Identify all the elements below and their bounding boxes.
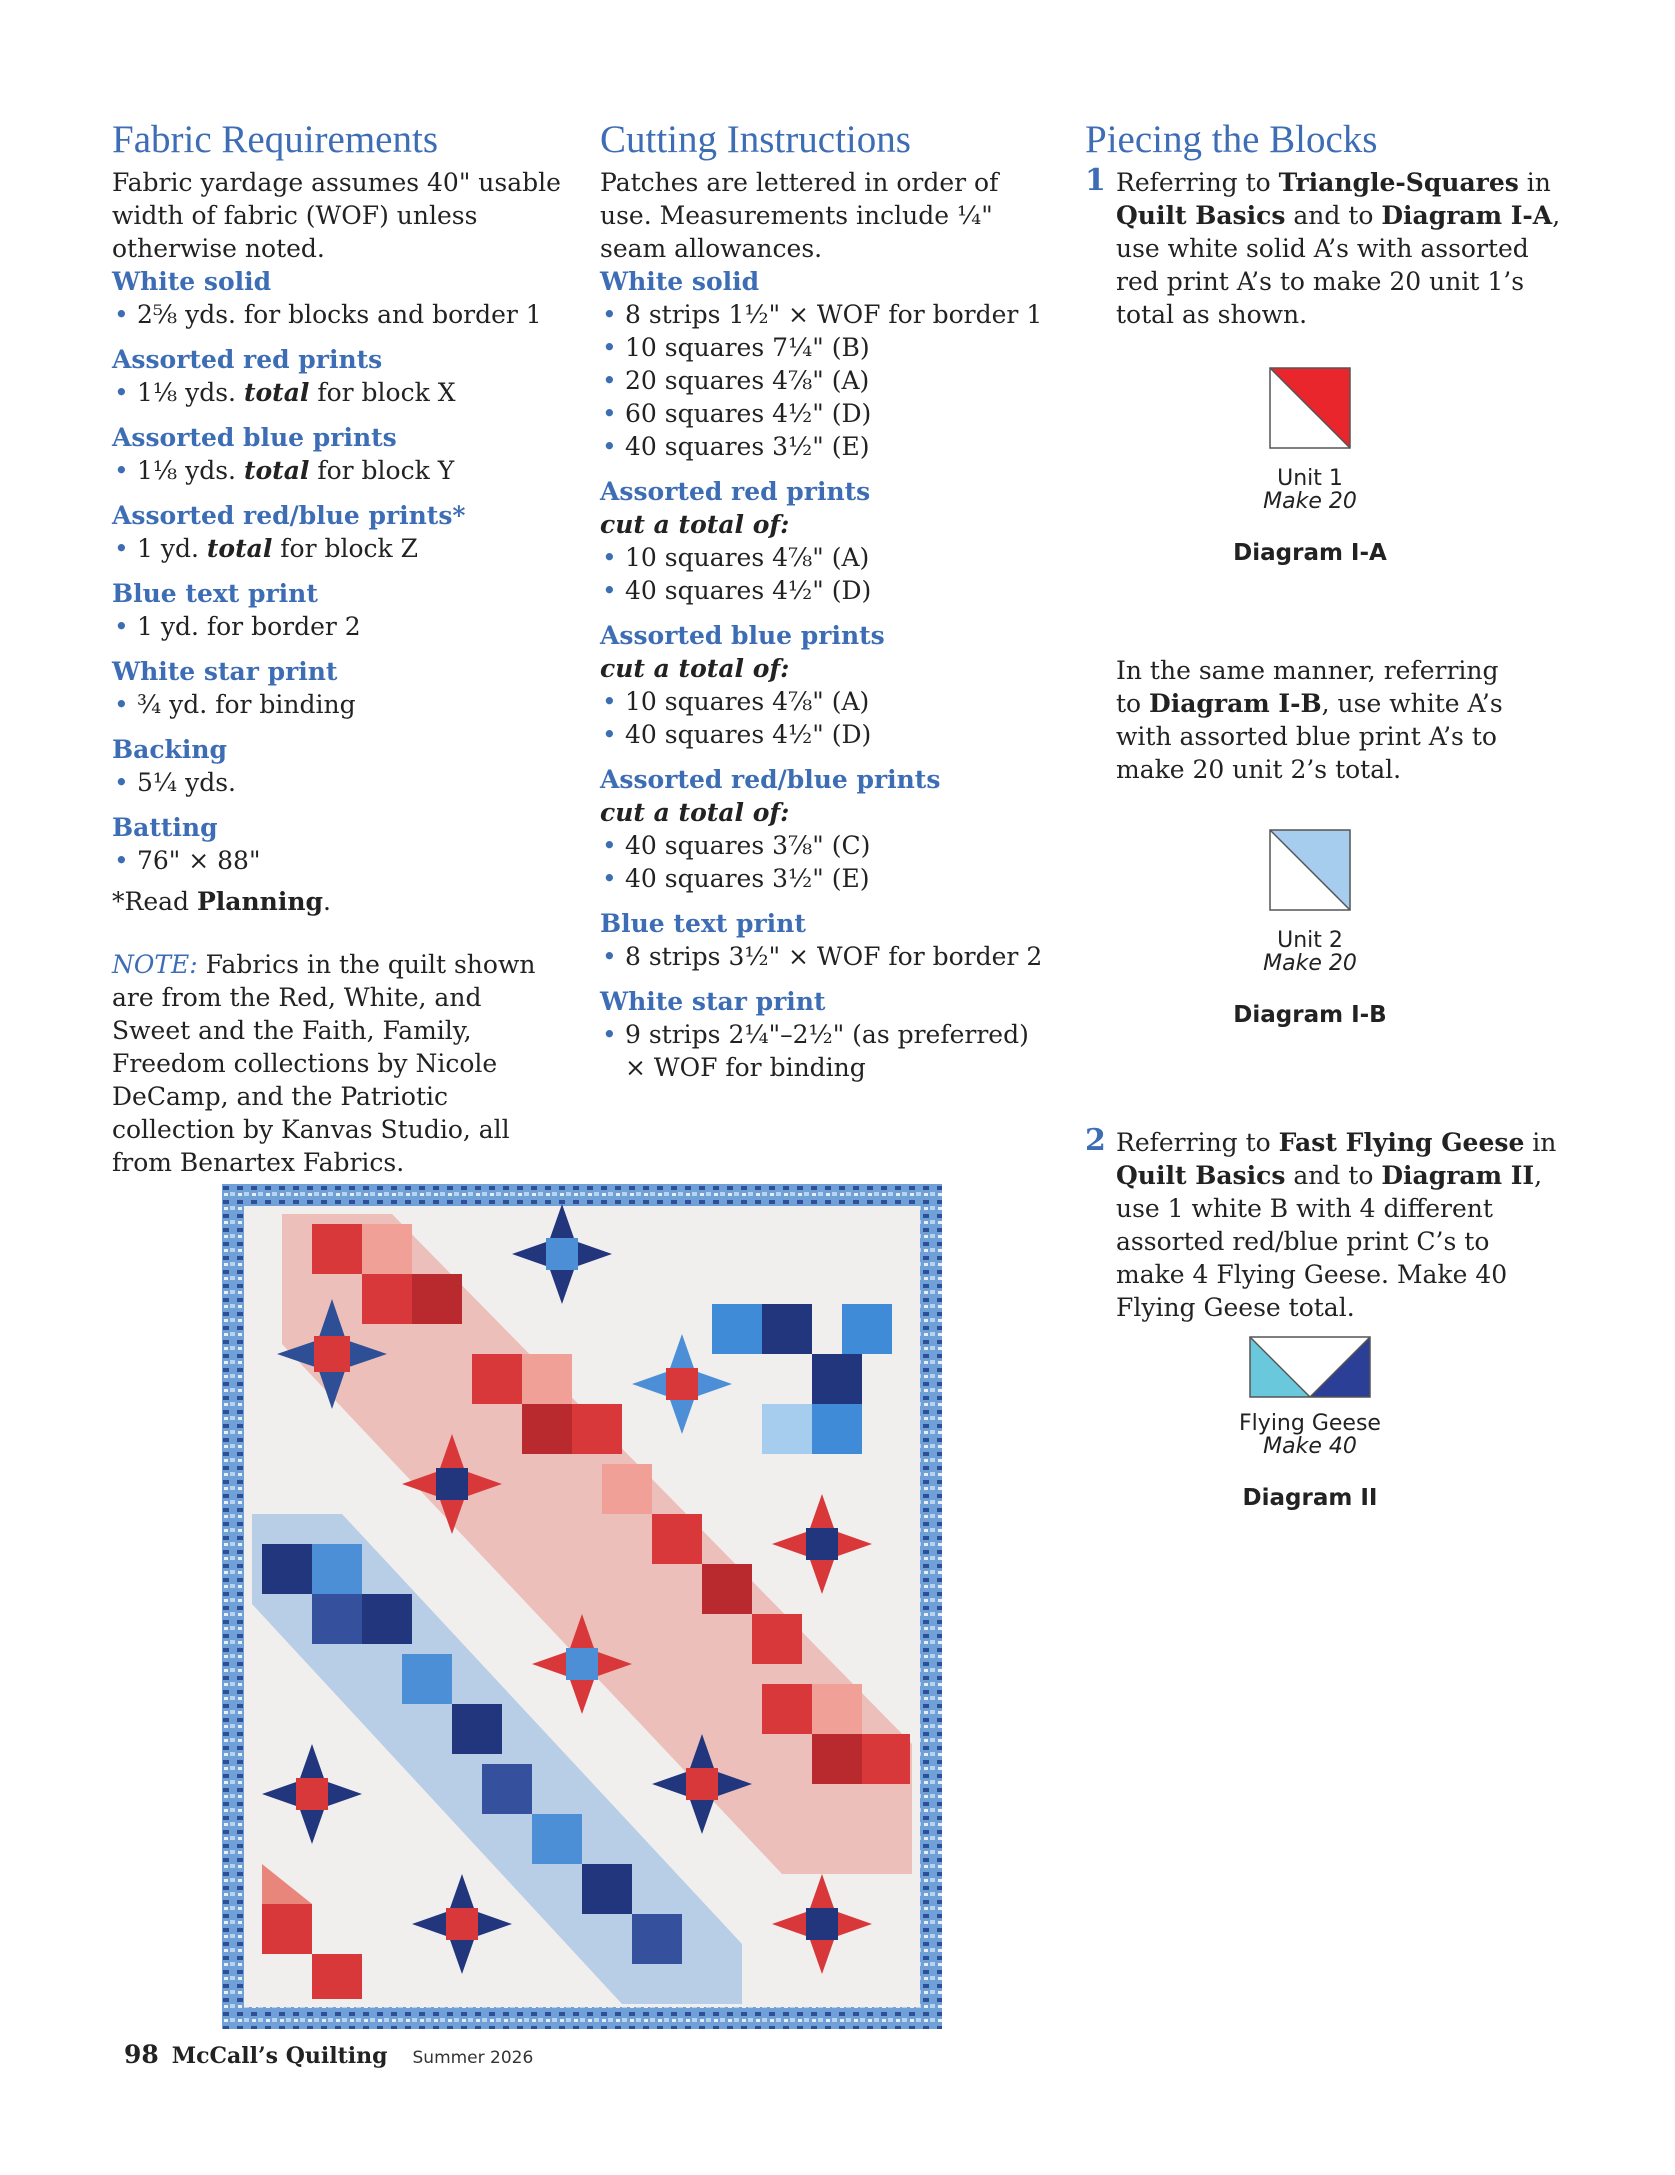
quilt-photo <box>222 1184 942 2029</box>
fabric-item: • 76" × 88" <box>112 844 567 877</box>
diagram-ii <box>1190 1335 1430 1511</box>
fabric-footnote: *Read Planning. <box>112 887 331 916</box>
fabric-group-name: White solid <box>112 267 272 296</box>
cutting-group <box>600 763 1050 895</box>
cutting-group-name: Assorted red/blue prints <box>600 765 941 794</box>
cutting-group-name: Assorted red prints <box>600 477 871 506</box>
fabric-requirements-section <box>112 118 567 1179</box>
page-footer <box>124 2040 533 2069</box>
unit-label: Unit 2 <box>1277 928 1343 953</box>
cutting-item: • 60 squares 4½" (D) <box>600 397 1050 430</box>
cutting-group <box>600 985 1050 1084</box>
fabric-group <box>112 577 567 643</box>
flying-geese-unit <box>1248 1335 1372 1399</box>
cutting-item: • 20 squares 4⅞" (A) <box>600 364 1050 397</box>
piecing-step-2: 2 Referring to Fast Flying Geese in Quilt Basics and to Diagram II, use 1 white B with 4 different assorted red/blue print C’s to make 4 Flying Geese. Make 40 Flying Geese total. <box>1085 1123 1557 1322</box>
piecing-section <box>1085 118 1565 331</box>
fabric-item: • 1⅛ yds. total for block X <box>112 376 567 409</box>
piecing-paragraph-2: In the same manner, referring to Diagram I-B, use white A’s with assorted blue print A’s to make 20 unit 2’s total. <box>1116 656 1503 784</box>
cutting-item: • 40 squares 4½" (D) <box>600 574 1050 607</box>
cutting-item: • 40 squares 3⅞" (C) <box>600 829 1050 862</box>
fabric-group-name: Assorted red prints <box>112 345 383 374</box>
diagram-name: Diagram I-A <box>1233 540 1387 566</box>
issue-label: Summer 2026 <box>412 2048 534 2068</box>
diagram-i-b <box>1190 828 1430 1028</box>
fabric-item: • 1 yd. total for block Z <box>112 532 567 565</box>
fabric-group <box>112 499 567 565</box>
cutting-group-name: Blue text print <box>600 909 806 938</box>
fabric-item: • 1⅛ yds. total for block Y <box>112 454 567 487</box>
unit-2-triangle-square <box>1268 828 1352 912</box>
fabric-item: • 2⅝ yds. for blocks and border 1 <box>112 298 567 331</box>
fabric-item: • ¾ yd. for binding <box>112 688 567 721</box>
cutting-item: • 40 squares 3½" (E) <box>600 862 1050 895</box>
make-count: Make 20 <box>1263 489 1357 514</box>
fabric-group-name: Backing <box>112 735 228 764</box>
cutting-item: • 40 squares 4½" (D) <box>600 718 1050 751</box>
fabric-group-name: Assorted blue prints <box>112 423 397 452</box>
make-count: Make 20 <box>1263 951 1357 976</box>
fabric-group <box>112 733 567 799</box>
fabric-group <box>112 265 567 331</box>
cutting-item: • 8 strips 3½" × WOF for border 2 <box>600 940 1050 973</box>
unit-1-triangle-square <box>1268 366 1352 450</box>
fabric-item: • 1 yd. for border 2 <box>112 610 567 643</box>
cutting-qualifier: cut a total of: <box>600 654 790 683</box>
cutting-item: • 10 squares 4⅞" (A) <box>600 541 1050 574</box>
cutting-group <box>600 619 1050 751</box>
cutting-intro: Patches are lettered in order of use. Measurements include ¼" seam allowances. <box>600 168 999 263</box>
cutting-qualifier: cut a total of: <box>600 798 790 827</box>
cutting-qualifier: cut a total of: <box>600 510 790 539</box>
step-number: 1 <box>1085 163 1106 198</box>
diagram-name: Diagram II <box>1242 1485 1378 1511</box>
cutting-heading: Cutting Instructions <box>600 118 911 161</box>
cutting-group-name: White solid <box>600 267 760 296</box>
fabric-note: NOTE: Fabrics in the quilt shown are from the Red, White, and Sweet and the Faith, Family, Freedom collections by Nicole DeCamp, and the Patriotic collection by Kanvas Studio, all from Benartex Fabrics. <box>112 950 536 1177</box>
fabric-intro: Fabric yardage assumes 40" usable width of fabric (WOF) unless otherwise noted. <box>112 168 561 263</box>
make-count: Make 40 <box>1263 1434 1357 1459</box>
fabric-group <box>112 421 567 487</box>
fabric-item: • 5¼ yds. <box>112 766 567 799</box>
fabric-group <box>112 343 567 409</box>
cutting-group <box>600 475 1050 607</box>
cutting-item: • 8 strips 1½" × WOF for border 1 <box>600 298 1050 331</box>
magazine-name: McCall’s Quilting <box>171 2043 388 2069</box>
piecing-heading: Piecing the Blocks <box>1085 118 1378 161</box>
diagram-i-a <box>1190 366 1430 566</box>
cutting-group <box>600 907 1050 973</box>
cutting-item: • 10 squares 7¼" (B) <box>600 331 1050 364</box>
cutting-item: • 10 squares 4⅞" (A) <box>600 685 1050 718</box>
fabric-group-name: White star print <box>112 657 338 686</box>
cutting-group-name: Assorted blue prints <box>600 621 885 650</box>
cutting-item: • 9 strips 2¼"–2½" (as preferred) × WOF for binding <box>600 1018 1050 1084</box>
fabric-group <box>112 655 567 721</box>
unit-label: Unit 1 <box>1277 466 1343 491</box>
cutting-group-name: White star print <box>600 987 826 1016</box>
cutting-item: • 40 squares 3½" (E) <box>600 430 1050 463</box>
fabric-group-name: Batting <box>112 813 218 842</box>
page-number: 98 <box>124 2040 159 2069</box>
cutting-group <box>600 265 1050 463</box>
fabric-group-name: Blue text print <box>112 579 318 608</box>
step-number: 2 <box>1085 1123 1106 1158</box>
fabric-heading: Fabric Requirements <box>112 118 438 161</box>
piecing-step-1: 1 Referring to Triangle-Squares in Quilt Basics and to Diagram I-A, use white solid A’s with assorted red print A’s to make 20 unit 1’s total as shown. <box>1085 163 1561 329</box>
cutting-instructions-section <box>600 118 1050 1084</box>
unit-label: Flying Geese <box>1239 1411 1381 1436</box>
diagram-name: Diagram I-B <box>1233 1002 1387 1028</box>
fabric-group <box>112 811 567 877</box>
fabric-group-name: Assorted red/blue prints* <box>112 501 466 530</box>
